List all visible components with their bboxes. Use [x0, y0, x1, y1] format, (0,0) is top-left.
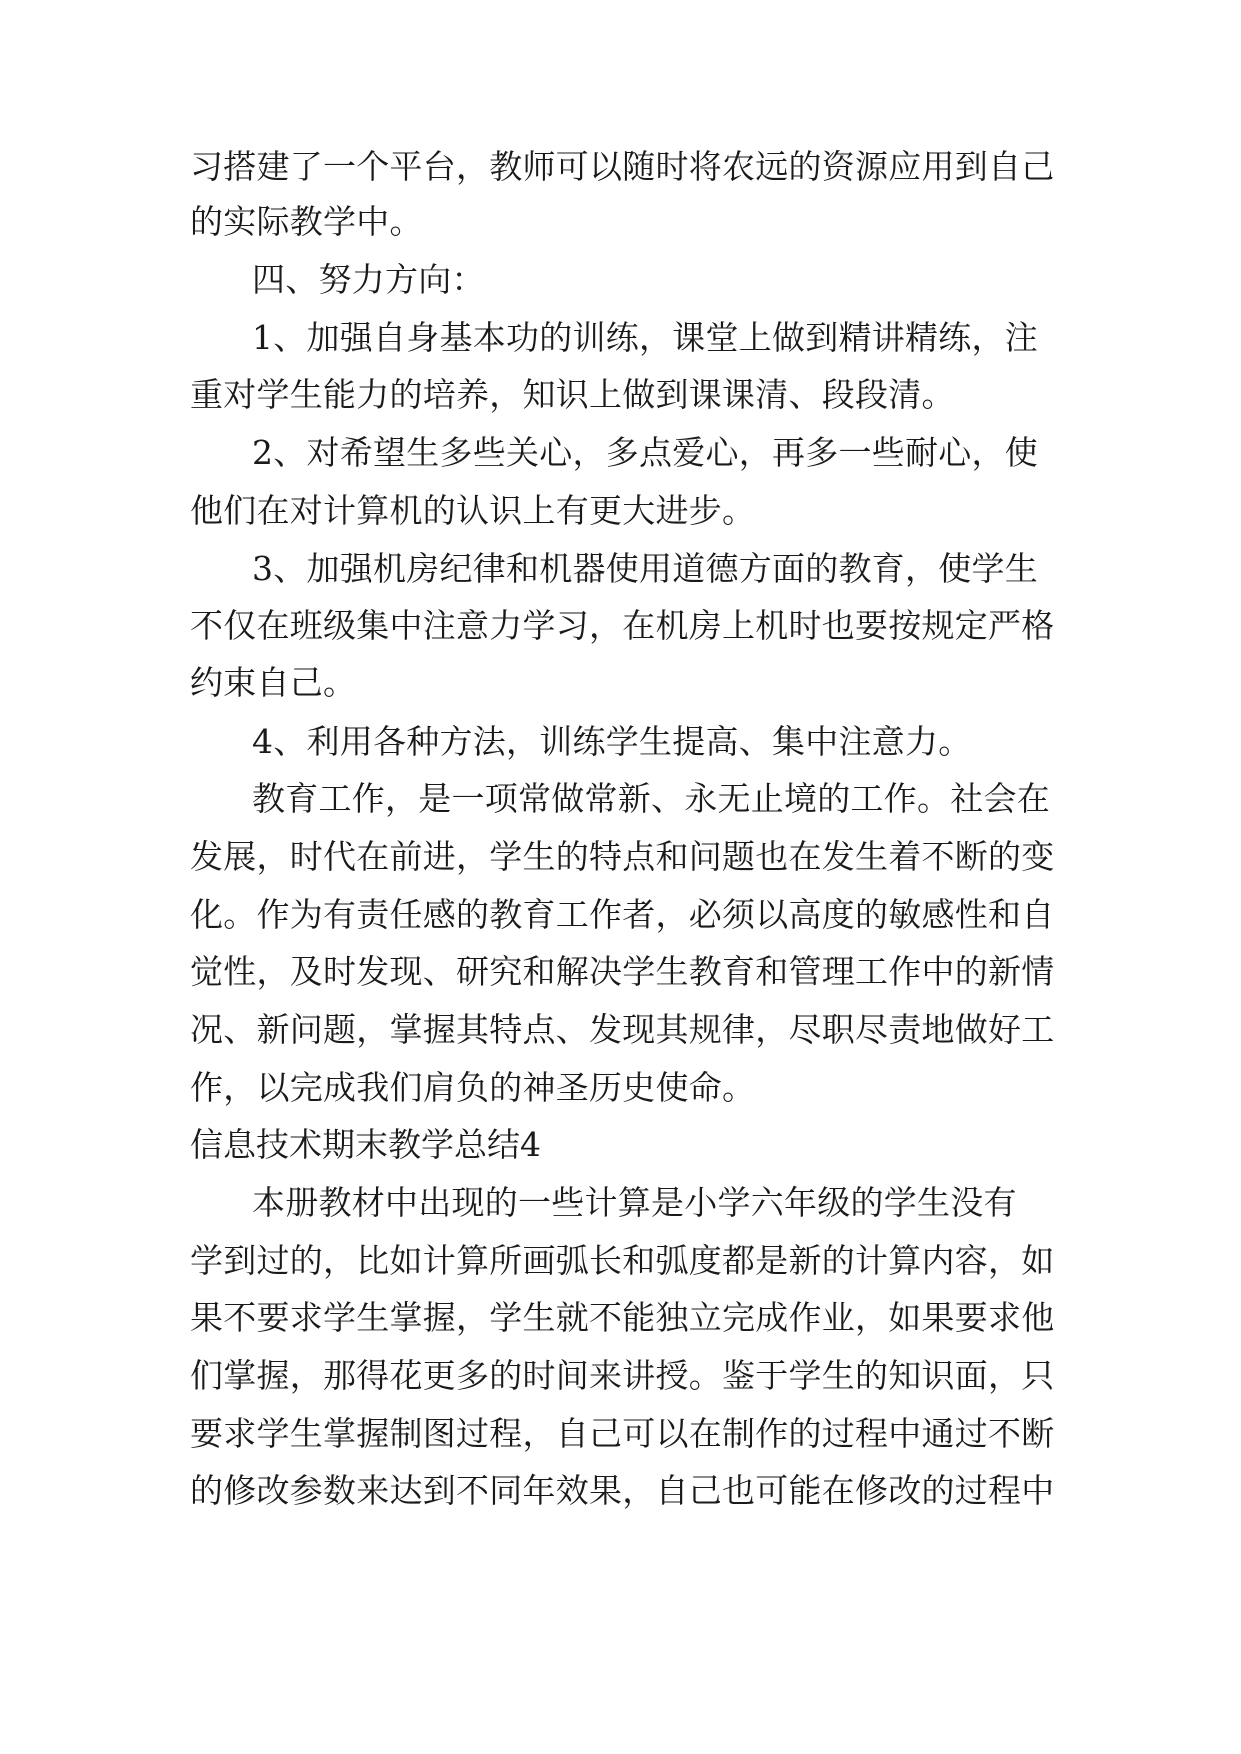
list-item-line: 2、对希望生多些关心，多点爱心，再多一些耐心，使	[252, 433, 1038, 472]
paragraph-line: 习搭建了一个平台，教师可以随时将农远的资源应用到自己	[190, 147, 1055, 186]
section-title: 信息技术期末教学总结4	[190, 1125, 541, 1164]
paragraph-line: 觉性，及时发现、研究和解决学生教育和管理工作中的新情	[190, 952, 1055, 991]
paragraph-line: 况、新问题，掌握其特点、发现其规律，尽职尽责地做好工	[190, 1010, 1055, 1049]
list-item-line: 3、加强机房纪律和机器使用道德方面的教育，使学生	[252, 549, 1038, 588]
list-item-line: 不仅在班级集中注意力学习，在机房上机时也要按规定严格	[190, 606, 1055, 645]
paragraph-line: 要求学生掌握制图过程，自己可以在制作的过程中通过不断	[190, 1414, 1055, 1453]
list-item-line: 约束自己。	[190, 663, 357, 702]
paragraph-line: 本册教材中出现的一些计算是小学六年级的学生没有	[252, 1183, 1017, 1222]
section-heading: 四、努力方向：	[252, 260, 485, 299]
paragraph-line: 的修改参数来达到不同年效果，自己也可能在修改的过程中	[190, 1471, 1055, 1510]
paragraph-line: 作，以完成我们肩负的神圣历史使命。	[190, 1068, 756, 1107]
paragraph-line: 果不要求学生掌握，学生就不能独立完成作业，如果要求他	[190, 1298, 1055, 1337]
paragraph-line: 化。作为有责任感的教育工作者，必须以高度的敏感性和自	[190, 895, 1055, 934]
list-item-line: 1、加强自身基本功的训练，课堂上做到精讲精练，注	[252, 318, 1038, 357]
paragraph-line: 发展，时代在前进，学生的特点和问题也在发生着不断的变	[190, 837, 1055, 876]
list-item-line: 重对学生能力的培养，知识上做到课课清、段段清。	[190, 375, 955, 414]
paragraph-line: 教育工作，是一项常做常新、永无止境的工作。社会在	[252, 779, 1050, 818]
list-item-line: 4、利用各种方法，训练学生提高、集中注意力。	[252, 722, 972, 761]
paragraph-line: 们掌握，那得花更多的时间来讲授。鉴于学生的知识面，只	[190, 1356, 1055, 1395]
paragraph-line: 的实际教学中。	[190, 202, 423, 241]
paragraph-line: 学到过的，比如计算所画弧长和弧度都是新的计算内容，如	[190, 1241, 1055, 1280]
list-item-line: 他们在对计算机的认识上有更大进步。	[190, 491, 756, 530]
